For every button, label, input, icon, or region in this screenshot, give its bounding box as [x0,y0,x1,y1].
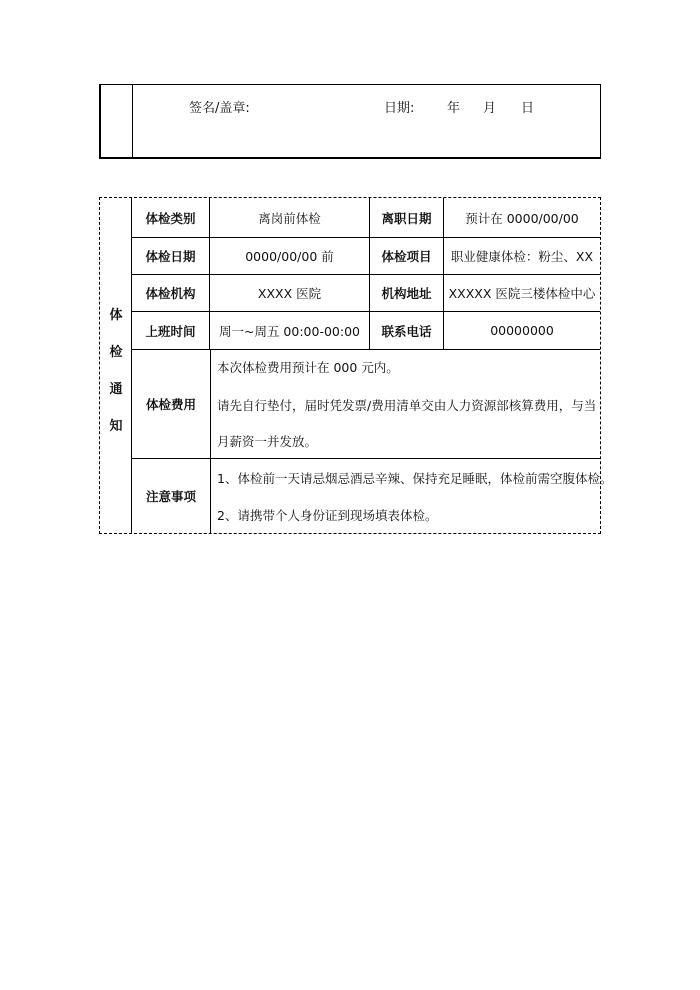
notice-title-char: 检 [109,345,123,360]
fee-row [132,350,600,459]
institution-address-value: XXXXX 医院三楼体检中心 [448,286,596,301]
notice-title-char: 通 [109,382,123,397]
notice-title-char: 知 [109,419,123,434]
exam-date-value: 0000/00/00 前 [210,238,370,274]
exam-fee-label: 体检费用 [145,397,196,412]
table-row [132,238,600,275]
signature-box [99,84,601,159]
table-row [132,312,600,350]
fee-line: 请先自行垫付，届时凭发票/费用清单交由人力资源部核算费用，与当 [217,398,597,413]
fee-line: 本次体检费用预计在 000 元内。 [217,360,399,375]
note-line: 2、请携带个人身份证到现场填表体检。 [217,508,438,523]
contact-phone-label: 联系电话 [370,312,444,349]
notes-label: 注意事项 [145,489,196,504]
fee-line: 月薪资一并发放。 [217,434,318,449]
date-label: 日期: [384,101,415,116]
notes-text [210,459,613,533]
exam-items-value: 职业健康体检：粉尘、XX [450,249,594,264]
leave-date-label: 离职日期 [370,198,444,237]
signature-label: 签名/盖章: [189,101,250,116]
contact-phone-value: 00000000 [490,323,554,338]
institution-address-label: 机构地址 [370,275,444,311]
note-line: 1、体检前一天请忌烟忌酒忌辛辣、保持充足睡眠，体检前需空腹体检。 [217,471,613,486]
notice-vertical-title [100,198,132,533]
leave-date-value: 预计在 0000/00/00 [465,210,579,226]
table-row [132,198,600,238]
exam-institution-label: 体检机构 [132,275,210,311]
exam-notice-table [99,197,613,534]
exam-type-value: 离岗前体检 [210,198,370,237]
exam-institution-value: XXXX 医院 [210,275,370,311]
notice-grid [132,198,613,533]
exam-fee-text [210,350,600,458]
notice-title-char: 体 [109,308,123,323]
work-hours-value: 周一~周五 00:00-00:00 [210,312,370,349]
notes-row [132,459,613,533]
date-month-label: 月 [483,101,497,116]
signature-box-divider [132,85,133,157]
exam-items-label: 体检项目 [370,238,444,274]
table-row [132,275,600,312]
work-hours-label: 上班时间 [132,312,210,349]
date-year-label: 年 [447,101,461,116]
date-day-label: 日 [521,101,535,116]
exam-date-label: 体检日期 [132,238,210,274]
exam-type-label: 体检类别 [132,198,210,237]
